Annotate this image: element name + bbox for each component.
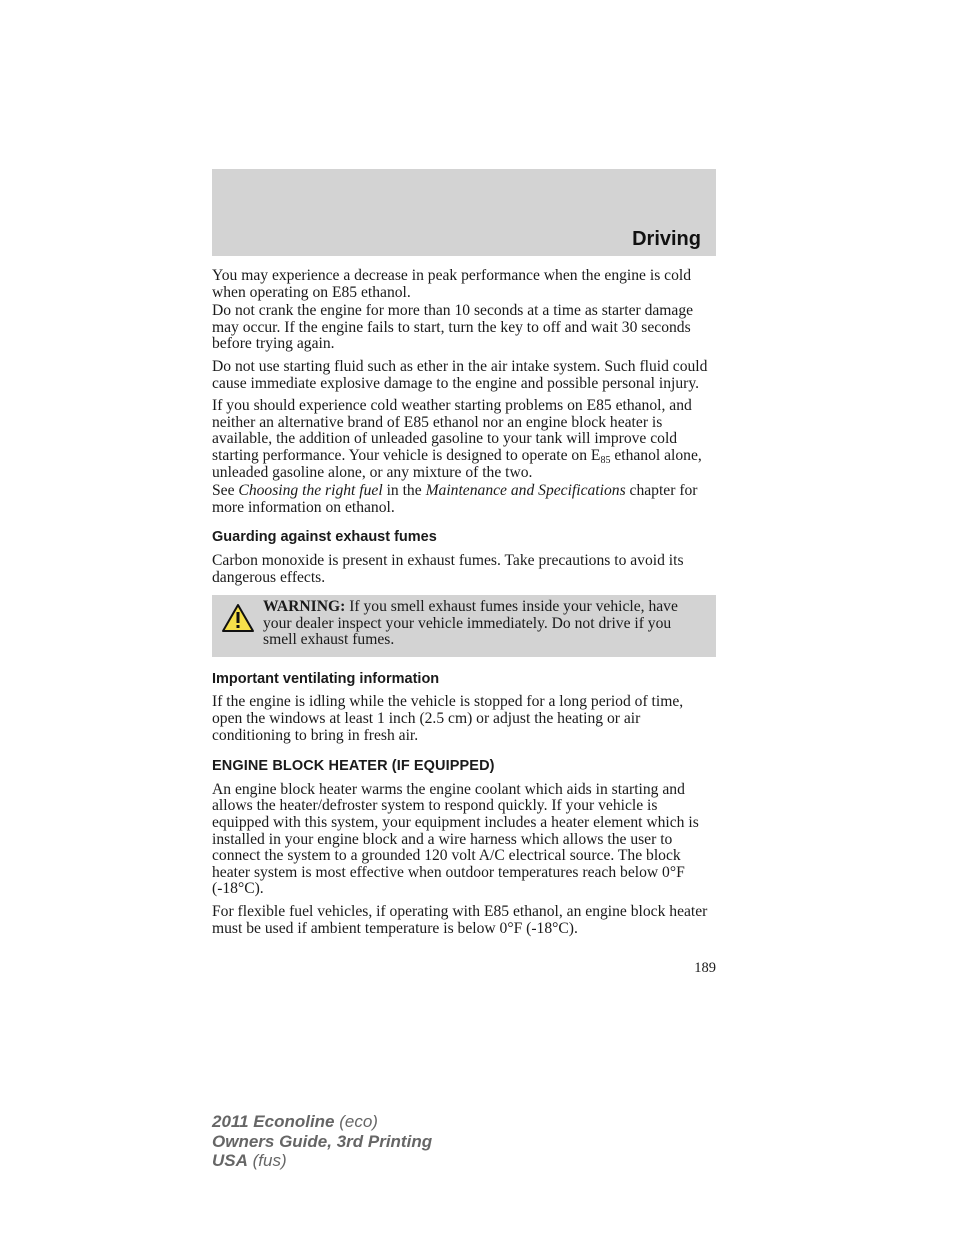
chapter-text: chapter for more information on ethanol.	[212, 482, 698, 516]
warning-label: WARNING:	[263, 598, 346, 616]
paragraph-ventilating: If the engine is idling while the vehicle is stopped for a long period of time, open the windows at least 1 inch (2.5 cm) or adjust the heating or air conditioning to bring in fresh air.	[212, 693, 684, 744]
see-text: See	[212, 482, 239, 500]
reference-choosing-fuel: Choosing the right fuel	[238, 482, 383, 500]
section-title: Driving	[632, 228, 701, 250]
paragraph-cold-performance: You may experience a decrease in peak performance when the engine is cold when operating on E85 ethanol.	[212, 267, 692, 301]
in-the-text: in the	[382, 482, 426, 500]
warning-text: If you smell exhaust fumes inside your vehicle, have your dealer inspect your vehicle immediately. Do not drive if you smell exhaust fumes.	[263, 598, 678, 649]
section-header-band	[212, 169, 716, 256]
footer	[212, 1112, 432, 1171]
paragraph-crank-engine: Do not crank the engine for more than 10 seconds at a time as starter damage may occur. If the engine fails to start, turn the key to off and wait 30 seconds before trying again.	[212, 302, 694, 353]
paragraph-carbon-monoxide: Carbon monoxide is present in exhaust fumes. Take precautions to avoid its dangerous effects.	[212, 551, 684, 586]
page-number: 189	[694, 960, 716, 976]
paragraph-block-heater-description: An engine block heater warms the engine coolant which aids in starting and allows the heater/defroster system to respond quickly. If your vehicle is equipped with this system, your equipment includes a heater element which is installed in your engine block and a wire harness which allows the user to connect the system to a grounded 120 volt A/C electrical source. The block heater system is most effective when outdoor temperatures reach below 0°F (-18°C).	[212, 780, 699, 898]
footer-model: 2011 Econoline	[212, 1112, 335, 1131]
footer-guide: Owners Guide, 3rd Printing	[212, 1131, 433, 1151]
heading-ventilating: Important ventilating information	[212, 670, 440, 687]
footer-line-model	[212, 1112, 432, 1132]
footer-line-region	[212, 1151, 432, 1171]
page-content	[212, 268, 716, 943]
paragraph-cold-weather-text: If you should experience cold weather starting problems on E85 ethanol, and neither an alternative brand of E85 ethanol nor an engine block heater is available, the addition of unleaded gasoline to your tank will improve cold starting performance. Your vehicle is designed to operate on E	[212, 397, 692, 464]
footer-model-code: (eco)	[334, 1112, 378, 1131]
heading-exhaust-fumes: Guarding against exhaust fumes	[212, 529, 437, 546]
paragraph-starting-fluid: Do not use starting fluid such as ether in the air intake system. Such fluid could cause immediate explosive damage to the engine and possible personal injury.	[212, 357, 708, 392]
paragraph-cold-weather	[212, 398, 716, 481]
footer-region-code: (fus)	[247, 1151, 287, 1170]
paragraph-flexible-fuel: For flexible fuel vehicles, if operating with E85 ethanol, an engine block heater must be used if ambient temperature is below 0°F (-18°C).	[212, 903, 708, 937]
warning-triangle-icon	[221, 603, 255, 633]
paragraph-see-reference	[212, 483, 716, 516]
heading-engine-block-heater: ENGINE BLOCK HEATER (IF EQUIPPED)	[212, 758, 495, 775]
reference-maintenance-chapter: Maintenance and Specifications	[425, 482, 626, 500]
footer-region: USA	[212, 1151, 248, 1170]
subscript-85: 85	[600, 454, 611, 466]
paragraph-cold-weather-end: ethanol alone, unleaded gasoline alone, or any mixture of the two.	[212, 446, 702, 481]
warning-box	[212, 595, 716, 657]
